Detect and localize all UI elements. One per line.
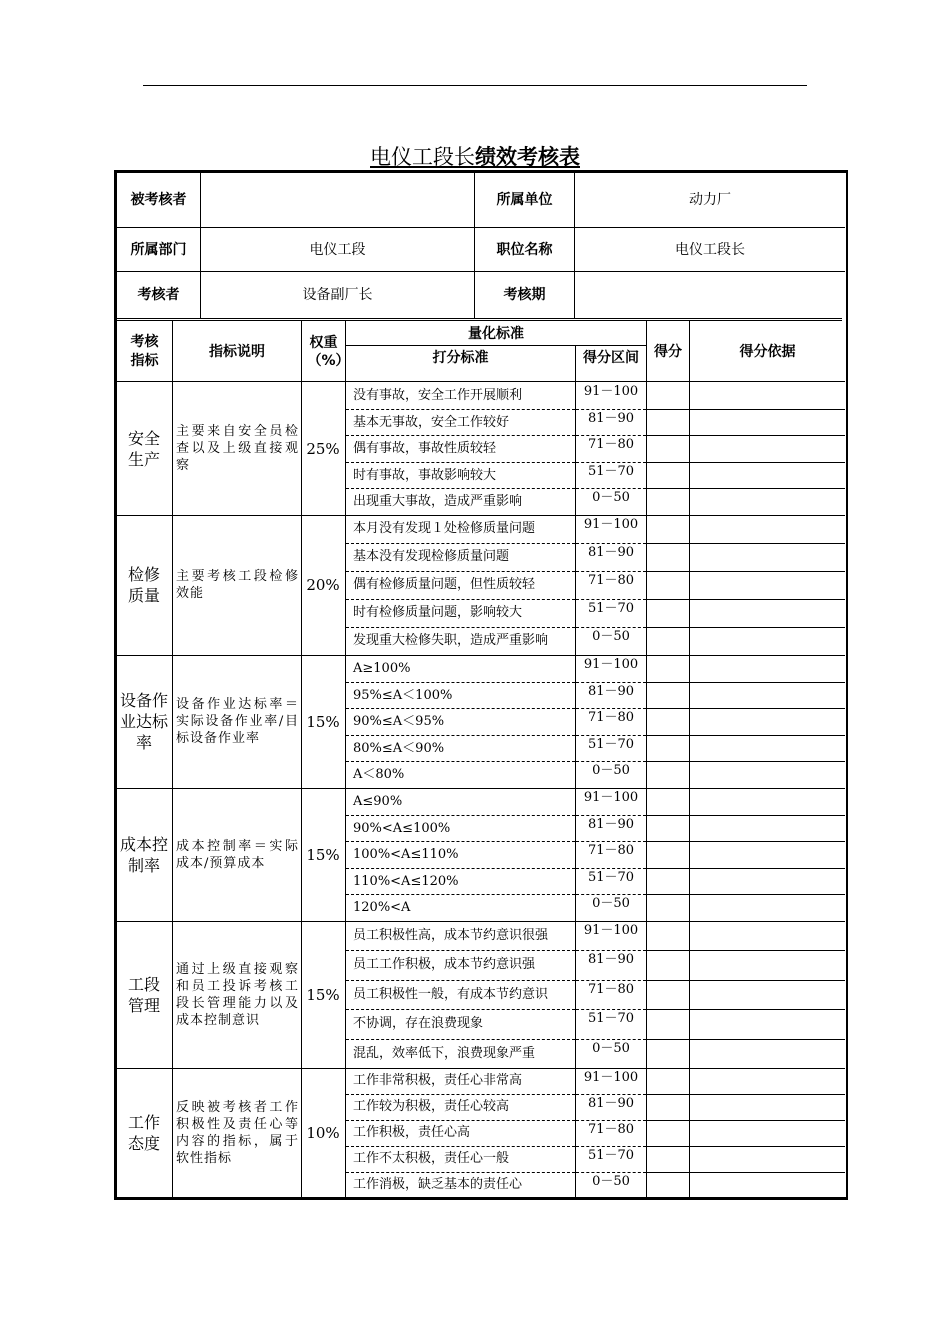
criteria-item: A＜80% (353, 766, 405, 782)
indicator-weight: 10% (306, 1124, 340, 1142)
header-indicator: 考核指标 (130, 333, 159, 369)
range-item: 0－50 (592, 763, 630, 778)
criteria-item: 不协调，存在浪费现象 (353, 1015, 484, 1031)
range-divider (576, 950, 646, 951)
unit-value: 动力厂 (689, 192, 731, 208)
col-line (689, 321, 690, 1198)
basis-cell[interactable] (691, 1121, 844, 1145)
range-divider (576, 1094, 646, 1095)
range-divider (576, 488, 646, 489)
criteria-item: 员工工作积极，成本节约意识强 (353, 956, 536, 972)
basis-cell[interactable] (691, 383, 844, 408)
range-divider (576, 980, 646, 981)
header-range: 得分区间 (583, 350, 639, 366)
col-line (345, 321, 346, 1198)
indicator-name: 检修质量 (127, 565, 160, 605)
range-divider (576, 1146, 646, 1147)
range-item: 51－70 (587, 601, 635, 616)
range-item: 71－80 (587, 573, 635, 588)
range-item: 81－90 (587, 411, 635, 426)
indicator-name: 安全生产 (127, 428, 160, 469)
criteria-item: 偶有检修质量问题，但性质较轻 (353, 577, 536, 592)
criteria-item: 工作不太积极，责任心一般 (353, 1151, 510, 1166)
range-divider (576, 708, 646, 709)
criteria-item: 100%<A≤110% (353, 846, 459, 862)
indicator-description: 通过上级直接观察和员工投诉考核工段长管理能力以及成本控制意识 (176, 961, 299, 1028)
range-item: 91－100 (583, 657, 639, 672)
indicator-description: 成本控制率＝实际成本/预算成本 (176, 838, 299, 871)
col-line (646, 321, 647, 1198)
basis-cell[interactable] (691, 842, 844, 867)
range-divider (576, 815, 646, 816)
range-item: 81－90 (587, 817, 635, 832)
range-item: 71－80 (587, 843, 635, 858)
range-item: 71－80 (587, 982, 635, 997)
indicator-name: 成本控制率 (119, 834, 168, 875)
criteria-item: 工作积极，责任心高 (353, 1125, 471, 1140)
basis-cell[interactable] (691, 600, 844, 626)
criteria-item: 工作非常积极，责任心非常高 (353, 1073, 523, 1088)
range-divider (576, 543, 646, 544)
range-divider (576, 571, 646, 572)
range-divider (576, 409, 646, 410)
period-label: 考核期 (503, 287, 546, 303)
score-cell[interactable] (648, 1010, 688, 1037)
basis-cell[interactable] (691, 1095, 844, 1119)
range-item: 91－100 (583, 923, 639, 938)
range-item: 0－50 (592, 1041, 630, 1056)
dept-value: 电仪工段 (309, 241, 366, 258)
score-cell[interactable] (648, 709, 688, 734)
basis-cell[interactable] (691, 436, 844, 461)
criteria-item: 工作消极，缺乏基本的责任心 (353, 1177, 523, 1192)
range-item: 0－50 (592, 490, 630, 505)
unit-label: 所属单位 (496, 192, 553, 208)
indicator-description: 设备作业达标率＝实际设备作业率/目标设备作业率 (176, 697, 299, 746)
basis-cell[interactable] (691, 463, 844, 488)
basis-cell[interactable] (691, 922, 844, 949)
range-divider (576, 1039, 646, 1040)
criteria-item: 90%≤A＜95% (353, 713, 445, 729)
score-cell[interactable] (648, 869, 688, 894)
basis-cell[interactable] (691, 951, 844, 978)
criteria-item: 没有事故，安全工作开展顺利 (353, 387, 523, 403)
range-item: 81－90 (587, 684, 635, 699)
basis-cell[interactable] (691, 762, 844, 787)
criteria-item: A≤90% (353, 793, 403, 809)
range-item: 0－50 (592, 1174, 630, 1189)
examiner-value: 设备副厂长 (302, 287, 373, 303)
basis-cell[interactable] (691, 1010, 844, 1037)
indicator-weight: 15% (306, 845, 340, 864)
score-cell[interactable] (648, 436, 688, 461)
criteria-item: 员工积极性一般，有成本节约意识 (353, 986, 549, 1002)
indicator-weight: 25% (306, 439, 340, 458)
range-item: 81－90 (587, 952, 635, 967)
range-divider (576, 868, 646, 869)
range-item: 51－70 (587, 1148, 635, 1163)
criteria-item: 80%≤A＜90% (353, 740, 445, 756)
score-cell[interactable] (648, 951, 688, 978)
basis-cell[interactable] (691, 656, 844, 681)
score-cell[interactable] (648, 656, 688, 681)
range-divider (576, 894, 646, 895)
range-divider (576, 1009, 646, 1010)
score-cell[interactable] (648, 895, 688, 920)
range-divider (576, 841, 646, 842)
basis-cell[interactable] (691, 816, 844, 841)
basis-cell[interactable] (691, 1069, 844, 1093)
examinee-value[interactable] (201, 173, 474, 227)
criteria-item: 员工积极性高，成本节约意识很强 (353, 927, 549, 943)
header-weight: 权重（%） (307, 334, 350, 369)
basis-cell[interactable] (691, 410, 844, 435)
score-cell[interactable] (648, 383, 688, 408)
range-divider (576, 682, 646, 683)
dept-label: 所属部门 (130, 241, 187, 258)
basis-cell[interactable] (691, 516, 844, 542)
score-cell[interactable] (648, 762, 688, 787)
criteria-item: 偶有事故，事故性质较轻 (353, 440, 497, 456)
range-item: 91－100 (583, 384, 639, 399)
score-cell[interactable] (648, 816, 688, 841)
period-value[interactable] (575, 272, 845, 318)
indicator-description: 主要考核工段检修效能 (176, 569, 299, 601)
range-item: 0－50 (592, 896, 630, 911)
criteria-item: 基本无事故，安全工作较好 (353, 414, 510, 430)
score-cell[interactable] (648, 463, 688, 488)
range-divider (576, 627, 646, 628)
score-cell[interactable] (648, 1095, 688, 1119)
score-cell[interactable] (648, 1147, 688, 1171)
score-cell[interactable] (648, 1121, 688, 1145)
criteria-item: 110%<A≤120% (353, 873, 459, 889)
score-cell[interactable] (648, 1040, 688, 1067)
header-criteria: 打分标准 (432, 350, 489, 366)
range-item: 91－100 (583, 517, 639, 532)
score-cell[interactable] (648, 842, 688, 867)
header-basis: 得分依据 (739, 343, 796, 360)
range-divider (576, 735, 646, 736)
basis-cell[interactable] (691, 709, 844, 734)
score-cell[interactable] (648, 683, 688, 708)
score-cell[interactable] (648, 544, 688, 570)
criteria-item: 工作较为积极，责任心较高 (353, 1099, 510, 1114)
indicator-weight: 15% (306, 985, 340, 1004)
score-cell[interactable] (648, 981, 688, 1008)
position-label: 职位名称 (496, 241, 553, 258)
basis-cell[interactable] (691, 572, 844, 598)
score-cell[interactable] (648, 410, 688, 435)
examiner-label: 考核者 (137, 287, 180, 303)
basis-cell[interactable] (691, 981, 844, 1008)
indicator-name: 工段管理 (127, 974, 160, 1015)
header-score: 得分 (654, 343, 682, 360)
basis-cell[interactable] (691, 869, 844, 894)
criteria-item: 95%≤A＜100% (353, 687, 453, 703)
criteria-item: 时有事故，事故影响较大 (353, 467, 497, 483)
range-item: 51－70 (587, 1011, 635, 1026)
criteria-item: 基本没有发现检修质量问题 (353, 549, 510, 564)
basis-cell[interactable] (691, 736, 844, 761)
section-divider (117, 318, 842, 321)
criteria-item: 本月没有发现１处检修质量问题 (353, 521, 536, 536)
criteria-item: 混乱，效率低下，浪费现象严重 (353, 1045, 536, 1061)
page-title: 电仪工段长绩效考核表 (370, 144, 580, 169)
score-cell[interactable] (648, 516, 688, 542)
basis-cell[interactable] (691, 489, 844, 514)
score-cell[interactable] (648, 572, 688, 598)
indicator-name: 设备作业达标率 (119, 691, 168, 752)
range-item: 71－80 (587, 1122, 635, 1137)
score-cell[interactable] (648, 789, 688, 814)
range-divider (576, 1120, 646, 1121)
score-cell[interactable] (648, 1173, 688, 1197)
basis-cell[interactable] (691, 789, 844, 814)
criteria-item: A≥100% (353, 660, 411, 676)
criteria-item: 90%<A≤100% (353, 820, 451, 836)
indicator-weight: 20% (306, 576, 340, 594)
range-divider (576, 761, 646, 762)
header-description: 指标说明 (209, 343, 265, 360)
criteria-item: 发现重大检修失职，造成严重影响 (353, 633, 549, 648)
range-item: 91－100 (583, 790, 639, 805)
indicator-weight: 15% (306, 712, 340, 731)
range-item: 51－70 (587, 870, 635, 885)
range-item: 0－50 (592, 629, 630, 644)
range-divider (576, 1172, 646, 1173)
range-item: 51－70 (587, 737, 635, 752)
criteria-item: 出现重大事故，造成严重影响 (353, 493, 523, 509)
range-divider (576, 462, 646, 463)
indicator-name: 工作态度 (127, 1113, 160, 1153)
range-item: 81－90 (587, 1096, 635, 1111)
basis-cell[interactable] (691, 628, 844, 654)
score-cell[interactable] (648, 736, 688, 761)
score-cell[interactable] (648, 922, 688, 949)
basis-cell[interactable] (691, 683, 844, 708)
indicator-description: 主要来自安全员检查以及上级直接观察 (176, 424, 299, 473)
score-cell[interactable] (648, 1069, 688, 1093)
range-item: 81－90 (587, 545, 635, 560)
basis-cell[interactable] (691, 1147, 844, 1171)
range-item: 51－70 (587, 464, 635, 479)
score-cell[interactable] (648, 600, 688, 626)
basis-cell[interactable] (691, 544, 844, 570)
examinee-label: 被考核者 (130, 192, 187, 208)
score-cell[interactable] (648, 489, 688, 514)
basis-cell[interactable] (691, 895, 844, 920)
range-item: 71－80 (587, 437, 635, 452)
range-divider (576, 435, 646, 436)
range-item: 91－100 (583, 1070, 639, 1085)
range-divider (576, 599, 646, 600)
col-line (575, 345, 576, 1198)
range-item: 71－80 (587, 710, 635, 725)
basis-cell[interactable] (691, 1040, 844, 1067)
position-value: 电仪工段长 (675, 241, 745, 258)
criteria-item: 120%<A (353, 899, 411, 915)
header-quant: 量化标准 (468, 325, 524, 342)
score-cell[interactable] (648, 628, 688, 654)
indicator-description: 反映被考核者工作积极性及责任心等内容的指标，属于软性指标 (176, 1100, 299, 1166)
basis-cell[interactable] (691, 1173, 844, 1197)
header-rule (143, 85, 807, 86)
criteria-item: 时有检修质量问题，影响较大 (353, 605, 523, 620)
